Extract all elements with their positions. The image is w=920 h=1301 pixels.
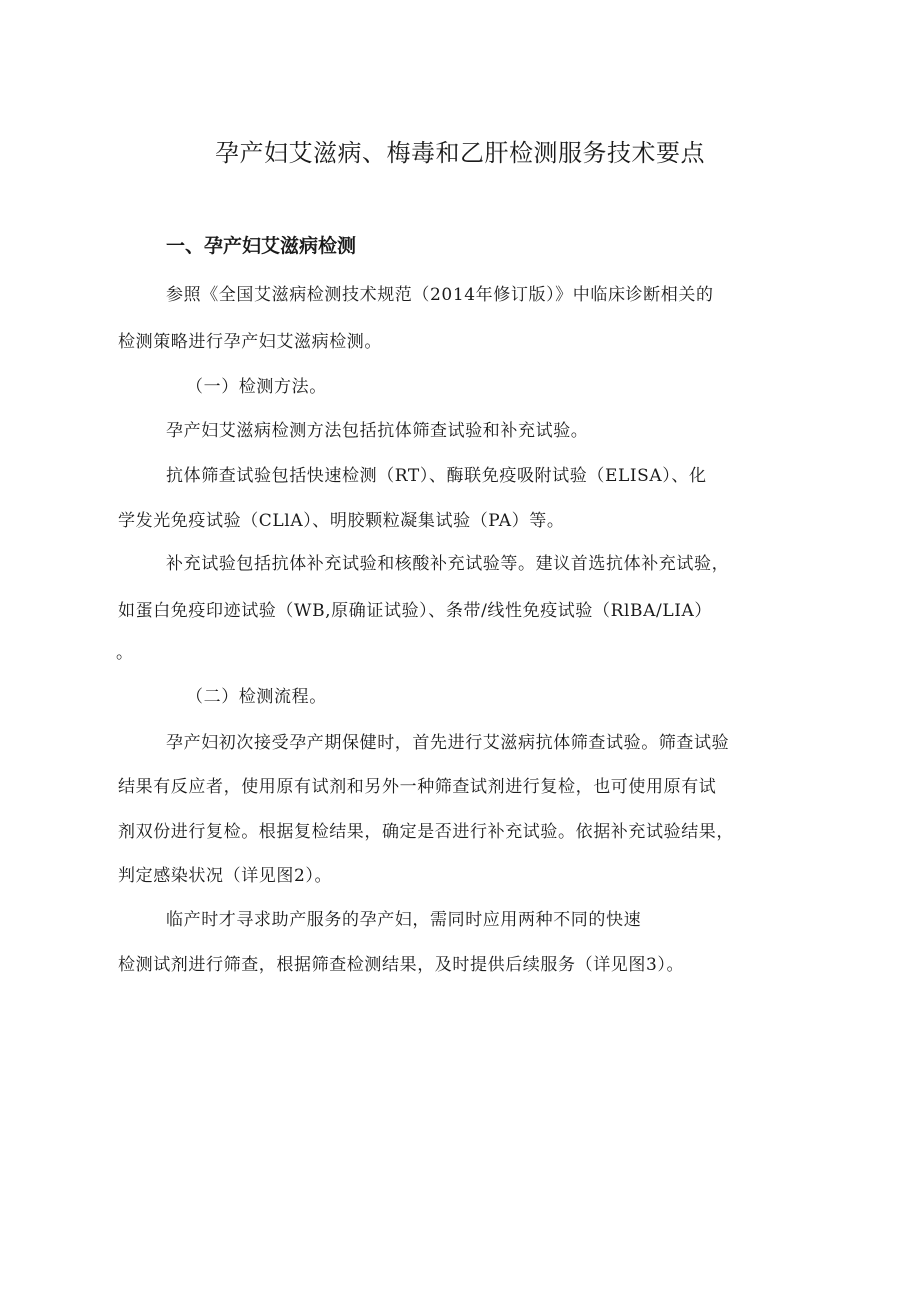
- subsection-heading-method: （一）检测方法。: [186, 377, 327, 397]
- paragraph-line: 检测策略进行孕产妇艾滋病检测。: [118, 332, 382, 352]
- paragraph-line: 如蛋白免疫印迹试验（WB,原确证试验）、条带/线性免疫试验（RlBA/LIA）: [118, 601, 713, 621]
- paragraph-line: 剂双份进行复检。根据复检结果，确定是否进行补充试验。依据补充试验结果，: [118, 822, 734, 842]
- paragraph-line: 抗体筛查试验包括快速检测（RT）、酶联免疫吸附试验（ELISA）、化: [166, 466, 707, 486]
- paragraph-line: 学发光免疫试验（CLlA）、明胶颗粒凝集试验（PA）等。: [118, 511, 565, 531]
- paragraph-line: 孕产妇艾滋病检测方法包括抗体筛查试验和补充试验。: [166, 421, 589, 441]
- paragraph-line: 判定感染状况（详见图2）。: [118, 866, 333, 886]
- document-title: 孕产妇艾滋病、梅毒和乙肝检测服务技术要点: [215, 139, 705, 167]
- paragraph-line: 。: [116, 643, 134, 663]
- paragraph-line: 参照《全国艾滋病检测技术规范（2014年修订版）》中临床诊断相关的: [166, 285, 714, 305]
- section-heading-hiv: 一、孕产妇艾滋病检测: [166, 235, 357, 257]
- paragraph-line: 孕产妇初次接受孕产期保健时，首先进行艾滋病抗体筛查试验。筛查试验: [166, 733, 730, 753]
- subsection-heading-process: （二）检测流程。: [186, 687, 327, 707]
- paragraph-line: 补充试验包括抗体补充试验和核酸补充试验等。建议首选抗体补充试验，: [166, 554, 730, 574]
- paragraph-line: 检测试剂进行筛查，根据筛查检测结果，及时提供后续服务（详见图3）。: [118, 955, 685, 975]
- paragraph-line: 结果有反应者，使用原有试剂和另外一种筛查试剂进行复检，也可使用原有试: [118, 777, 717, 797]
- paragraph-line: 临产时才寻求助产服务的孕产妇，需同时应用两种不同的快速: [166, 910, 642, 930]
